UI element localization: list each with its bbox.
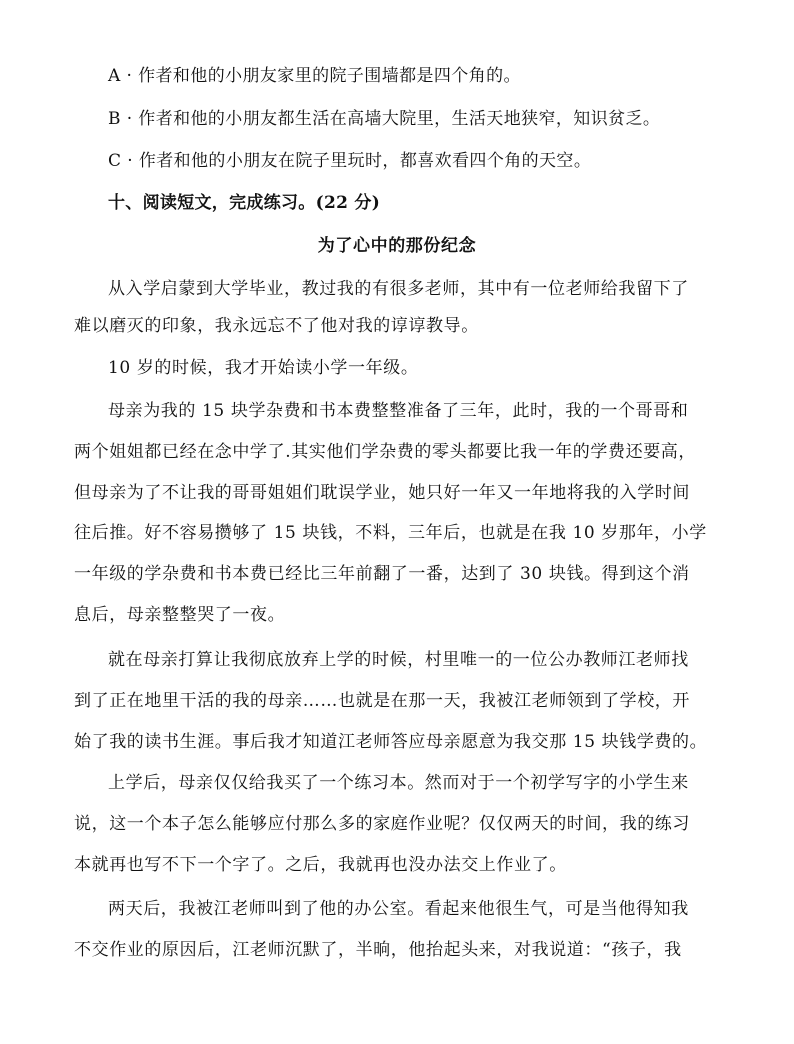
paragraph-line: 但母亲为了不让我的哥哥姐姐们耽误学业，她只好一年又一年地将我的入学时间: [74, 483, 690, 503]
paragraph-line: 从入学启蒙到大学毕业，教过我的有很多老师，其中有一位老师给我留下了: [108, 279, 689, 299]
paragraph-line: 10 岁的时候，我才开始读小学一年级。: [108, 358, 419, 378]
section-heading: 十、阅读短文，完成练习。(22 分): [108, 193, 381, 213]
option-b: B · 作者和他的小朋友都生活在高墙大院里，生活天地狭窄，知识贫乏。: [108, 109, 661, 129]
paragraph-line: 说，这一个本子怎么能够应付那么多的家庭作业呢？仅仅两天的时间，我的练习: [74, 814, 690, 834]
paragraph-line: 两天后，我被江老师叫到了他的办公室。看起来他很生气，可是当他得知我: [108, 899, 689, 919]
paragraph-line: 上学后，母亲仅仅给我买了一个练习本。然而对于一个初学写字的小学生来: [108, 773, 689, 793]
article-title: 为了心中的那份纪念: [317, 236, 477, 256]
paragraph-line: 母亲为我的 15 块学杂费和书本费整整准备了三年，此时，我的一个哥哥和: [108, 401, 689, 421]
paragraph-line: 一年级的学杂费和书本费已经比三年前翻了一番，达到了 30 块钱。得到这个消: [74, 564, 690, 584]
paragraph-line: 本就再也写不下一个字了。之后，我就再也没办法交上作业了。: [74, 855, 567, 875]
option-a: A · 作者和他的小朋友家里的院子围墙都是四个角的。: [108, 66, 521, 86]
paragraph-line: 到了正在地里干活的我的母亲……也就是在那一天，我被江老师领到了学校，开: [74, 691, 690, 711]
paragraph-line: 就在母亲打算让我彻底放弃上学的时候，村里唯一的一位公办教师江老师找: [108, 650, 689, 670]
paragraph-line: 难以磨灭的印象，我永远忘不了他对我的谆谆教导。: [74, 316, 479, 336]
paragraph-line: 息后，母亲整整哭了一夜。: [74, 605, 286, 625]
paragraph-line: 往后推。好不容易攒够了 15 块钱，不料，三年后，也就是在我 10 岁那年，小学: [74, 523, 707, 543]
paragraph-line: 不交作业的原因后，江老师沉默了，半晌，他抬起头来，对我说道：“孩子，我: [74, 940, 682, 960]
paragraph-line: 两个姐姐都已经在念中学了.其实他们学杂费的零头都要比我一年的学费还要高，: [74, 442, 697, 462]
option-c: C · 作者和他的小朋友在院子里玩时，都喜欢看四个角的天空。: [108, 151, 592, 171]
paragraph-line: 始了我的读书生涯。事后我才知道江老师答应母亲愿意为我交那 15 块钱学费的。: [74, 732, 708, 752]
